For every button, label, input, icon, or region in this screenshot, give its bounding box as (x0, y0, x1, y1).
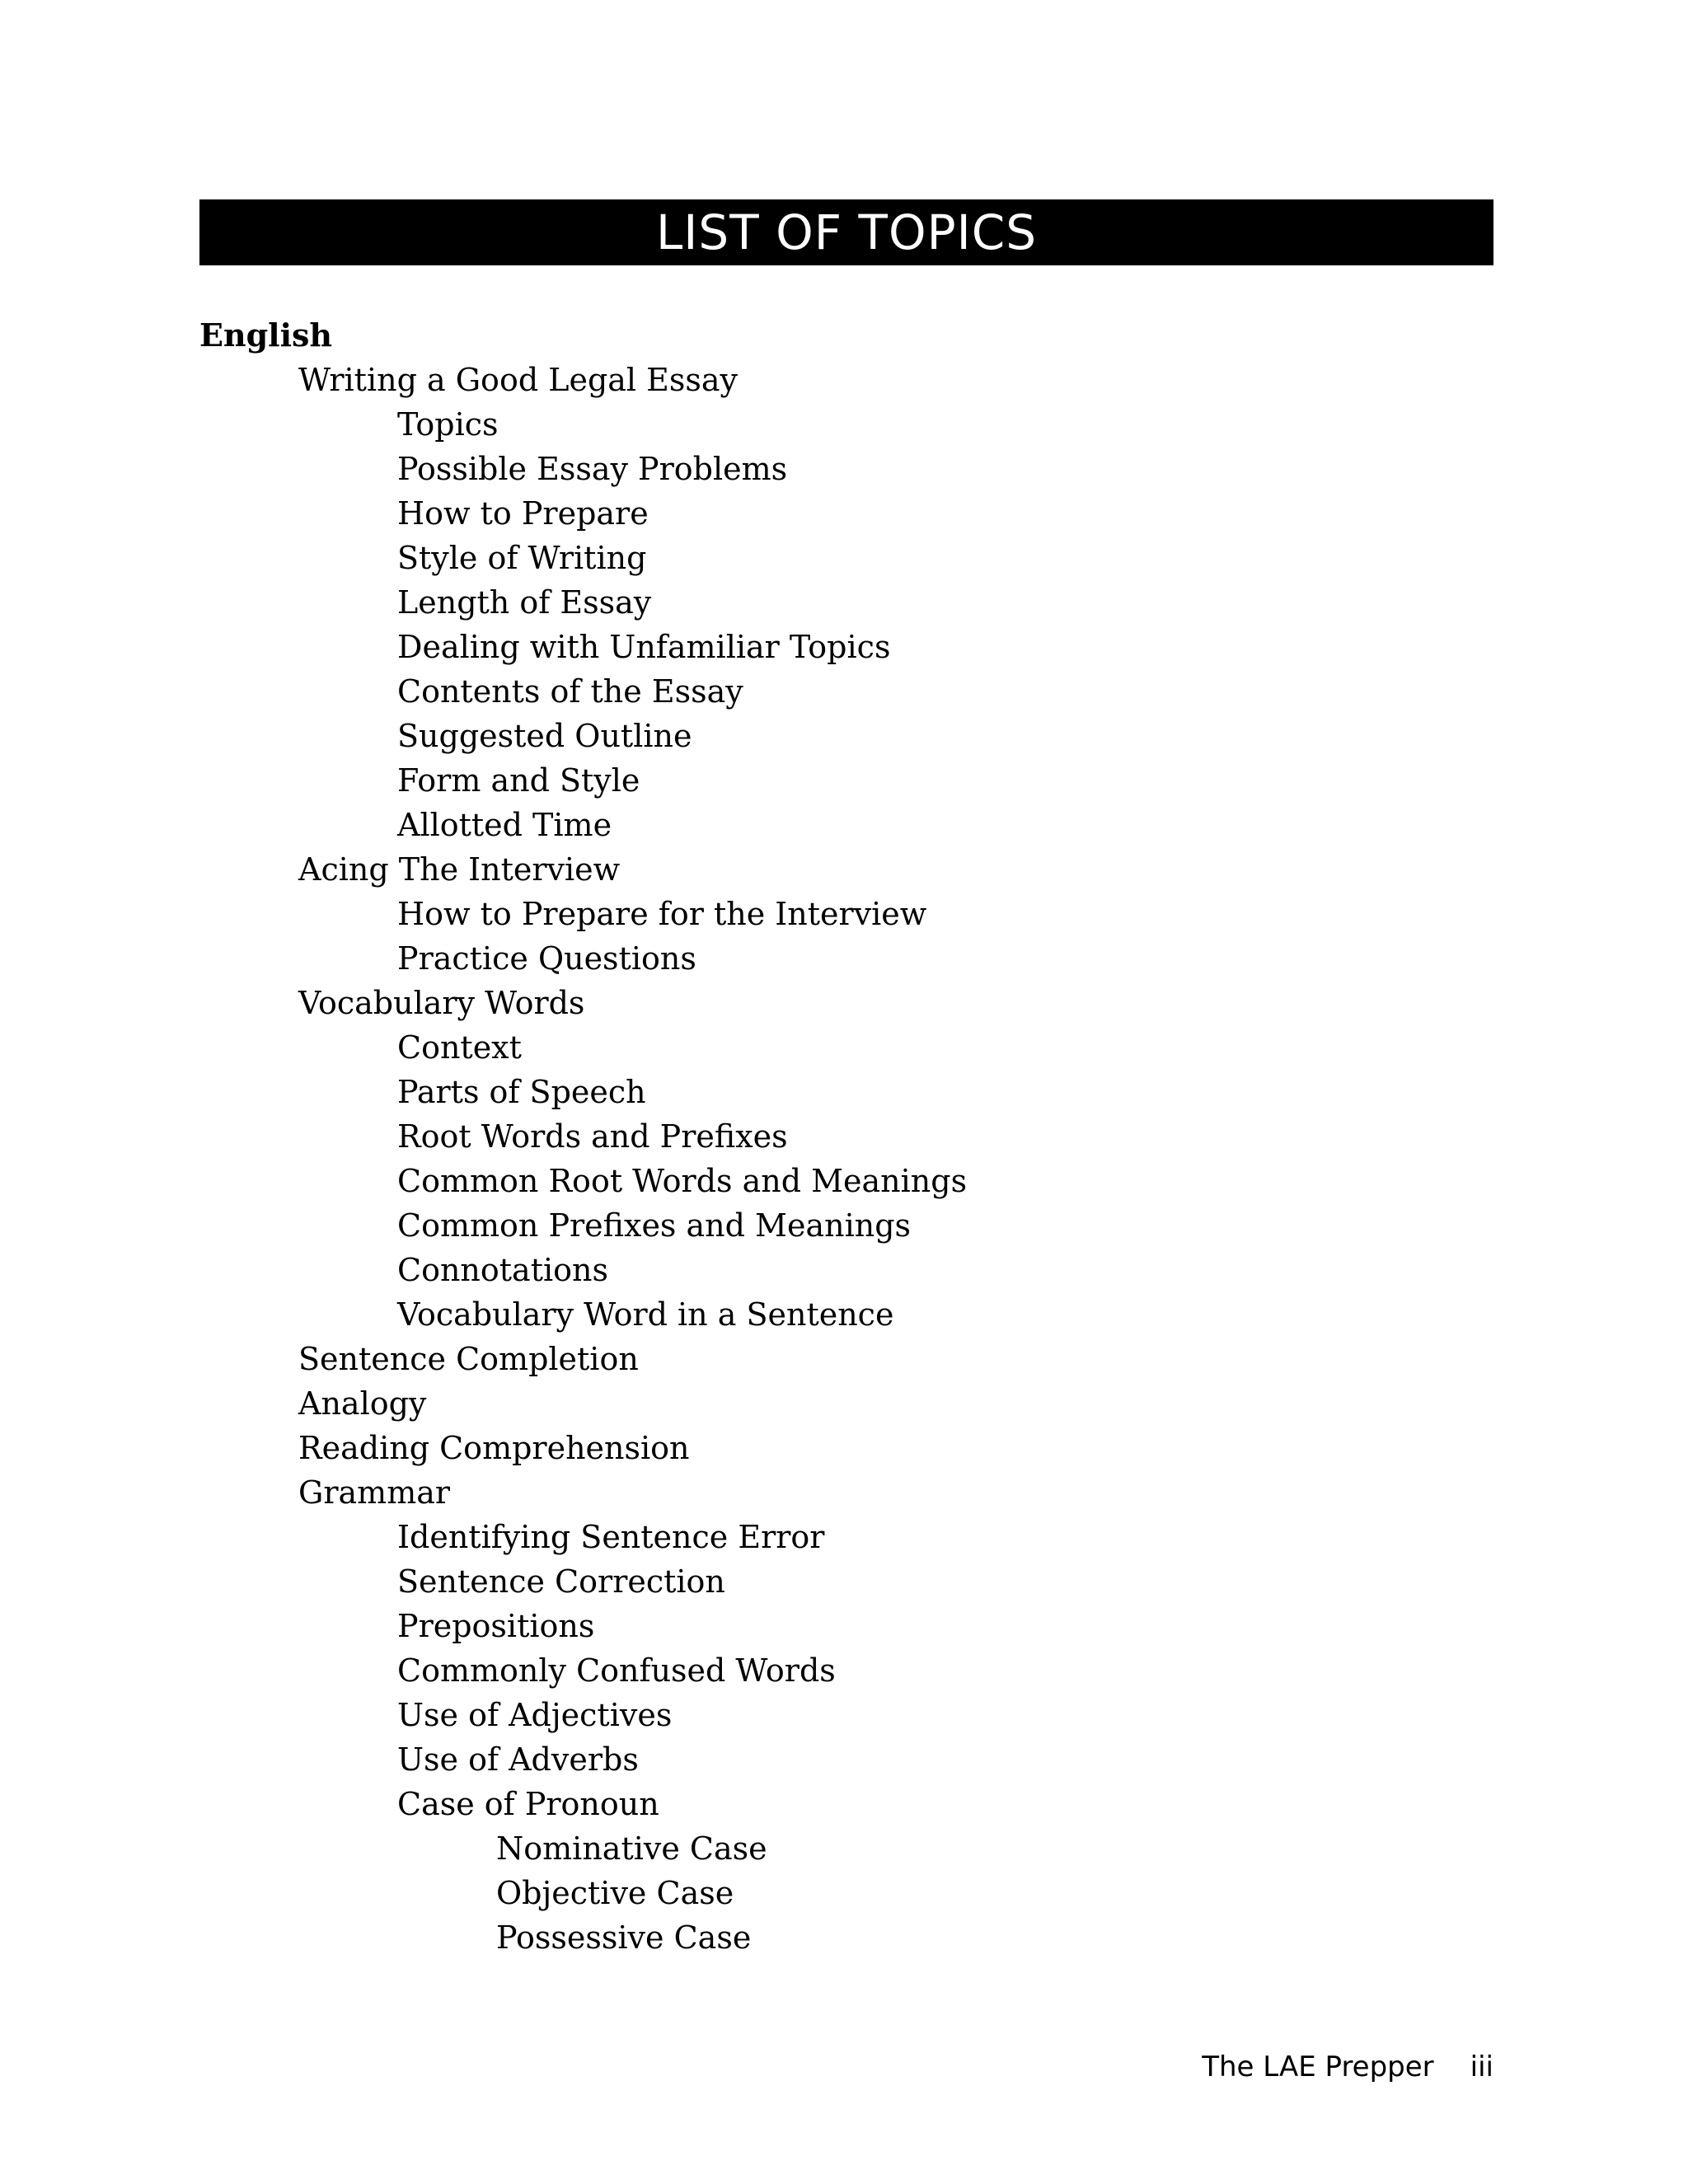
toc-entry-level-2: Root Words and Prefixes (397, 1118, 788, 1155)
toc-entry-level-2: Sentence Correction (397, 1563, 725, 1600)
toc-entry-level-2: Identifying Sentence Error (397, 1519, 825, 1555)
toc-entry-level-2: Parts of Speech (397, 1074, 646, 1110)
toc-entry-level-1: Acing The Interview (298, 851, 621, 888)
toc-entry-level-2: Form and Style (397, 762, 640, 799)
toc-entry-level-2: Style of Writing (397, 540, 647, 576)
toc-entry-level-2: How to Prepare (397, 495, 649, 532)
toc-entry-level-2: Vocabulary Word in a Sentence (397, 1296, 894, 1333)
toc-entry-level-2: Use of Adverbs (397, 1741, 639, 1778)
toc-entry-level-1: Vocabulary Words (298, 985, 585, 1021)
toc-entry-level-3: Nominative Case (496, 1830, 767, 1867)
toc-entry-level-2: Common Root Words and Meanings (397, 1163, 968, 1199)
toc-entry-level-1: Writing a Good Legal Essay (298, 362, 738, 398)
title-banner (199, 199, 1493, 265)
toc-entry-level-2: Dealing with Unfamiliar Topics (397, 629, 891, 665)
toc-entry-level-2: Contents of the Essay (397, 673, 743, 710)
toc-entry-level-1: Reading Comprehension (298, 1430, 690, 1466)
table-of-contents (199, 313, 1493, 1960)
toc-entry-level-3: Objective Case (496, 1875, 734, 1911)
toc-entry-level-2: Suggested Outline (397, 718, 692, 754)
toc-entry-level-2: Practice Questions (397, 940, 696, 977)
toc-entry-level-2: Prepositions (397, 1608, 595, 1644)
footer-book-title: The LAE Prepper (1202, 2050, 1434, 2083)
toc-entry-level-1: Analogy (298, 1385, 427, 1422)
toc-entry-level-2: Connotations (397, 1252, 608, 1288)
toc-entry-level-2: Context (397, 1029, 522, 1066)
toc-entry-level-3: Possessive Case (496, 1919, 752, 1956)
toc-entry-level-1: Grammar (298, 1474, 451, 1511)
toc-entry-level-2: Use of Adjectives (397, 1697, 673, 1733)
toc-entry-level-2: Topics (397, 406, 499, 443)
toc-entry-level-2: How to Prepare for the Interview (397, 896, 927, 932)
toc-entry-level-2: Length of Essay (397, 584, 652, 621)
footer-page-number: iii (1470, 2050, 1493, 2083)
toc-entry-list (199, 358, 1493, 1960)
toc-section-heading: English (199, 316, 333, 354)
toc-entry-level-2: Commonly Confused Words (397, 1652, 836, 1689)
toc-entry-level-2: Case of Pronoun (397, 1786, 659, 1822)
toc-entry-level-2: Allotted Time (397, 807, 612, 843)
page-footer (1202, 2050, 1493, 2083)
toc-entry-level-1: Sentence Completion (298, 1341, 639, 1377)
toc-entry-level-2: Possible Essay Problems (397, 451, 788, 487)
toc-entry-level-2: Common Prefixes and Meanings (397, 1207, 912, 1244)
page-title: LIST OF TOPICS (655, 204, 1038, 260)
